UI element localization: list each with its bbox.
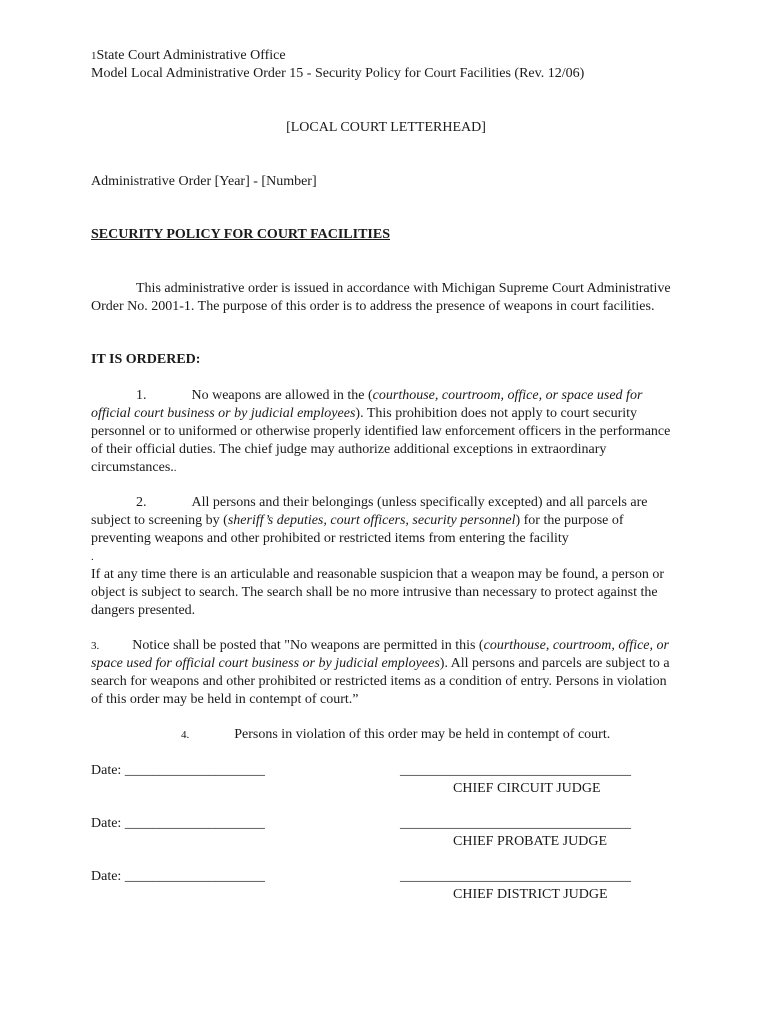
order-item-1: 1. No weapons are allowed in the (courthouse, courtroom, office, or space used for official court business or by judicial employees). This prohibition does not apply to court security personnel or to uniformed or otherwise properly identified law enforcement officers in the performance of their official duties. The chief judge may authorize additional exceptions in extraordinary circumstances.. xyxy=(91,388,671,475)
item-3-italic: courthouse, courtroom, office, or space used for official court business or by judicial employees xyxy=(91,638,669,671)
signature-line[interactable]: _________________________________ xyxy=(400,869,631,884)
order-number: Administrative Order [Year] - [Number] xyxy=(91,174,317,189)
item-4-number: 4. xyxy=(181,729,190,741)
footnote-marker: 1 xyxy=(91,50,97,62)
date-field[interactable]: Date: ____________________ xyxy=(91,763,265,778)
document-header xyxy=(91,47,681,83)
signature-title: CHIEF CIRCUIT JUDGE xyxy=(453,781,601,796)
intro-text: This administrative order is issued in accordance with Michigan Supreme Court Administrative Order No. 2001-1. The purpose of this order is to address the presence of weapons in court facilities. xyxy=(91,281,671,314)
date-field[interactable]: Date: ____________________ xyxy=(91,816,265,831)
item-3-number: 3. xyxy=(91,640,100,652)
intro-paragraph xyxy=(91,280,681,316)
signature-title: CHIEF PROBATE JUDGE xyxy=(453,834,608,849)
page-title: SECURITY POLICY FOR COURT FACILITIES xyxy=(91,227,391,242)
signature-line[interactable]: _________________________________ xyxy=(400,816,631,831)
order-item-4 xyxy=(91,726,681,744)
header-line-1: State Court Administrative Office xyxy=(96,48,286,63)
ordered-heading: IT IS ORDERED: xyxy=(91,352,201,367)
signature-line[interactable]: _________________________________ xyxy=(400,763,631,778)
item-2-continuation: If at any time there is an articulable and reasonable suspicion that a weapon may be found, a person or object is subject to search. The search shall be no more intrusive than necessary to protect against the dangers presented. xyxy=(91,567,665,618)
order-item-2: 2. All persons and their belongings (unless specifically excepted) and all parcels are subject to screening by (sheriff’s deputies, court officers, security personnel) for the purpose of preventing weapons and other prohibited or restricted items from entering the facility . If at any time there is an articulable and reasonable suspicion that a weapon may be found, a person or object is subject to search. The search shall be no more intrusive than necessary to protect against the dangers presented. xyxy=(91,494,681,620)
item-1-italic: courthouse, courtroom, office, or space used for official court business or by judicial employees xyxy=(91,388,643,421)
header-line-2: Model Local Administrative Order 15 - Security Policy for Court Facilities (Rev. 12/06) xyxy=(91,66,585,81)
item-1-number: 1. xyxy=(136,388,147,403)
signature-block-probate xyxy=(91,815,681,855)
signature-block-circuit xyxy=(91,762,681,802)
item-2-number: 2. xyxy=(136,495,147,510)
item-4-text: Persons in violation of this order may be held in contempt of court. xyxy=(234,727,611,742)
date-field[interactable]: Date: ____________________ xyxy=(91,869,265,884)
order-item-3: 3. Notice shall be posted that "No weapons are permitted in this (courthouse, courtroom, office, or space used for official court business or by judicial employees). All persons and parcels are subject to a search for weapons and other prohibited or restricted items as a condition of entry. Persons in violation of this order may be held in contempt of court.” xyxy=(91,638,670,707)
letterhead-placeholder: [LOCAL COURT LETTERHEAD] xyxy=(286,120,486,135)
signature-block-district xyxy=(91,868,681,908)
item-2-italic: sheriff’s deputies, court officers, security personnel xyxy=(227,513,516,528)
signature-title: CHIEF DISTRICT JUDGE xyxy=(453,887,608,902)
